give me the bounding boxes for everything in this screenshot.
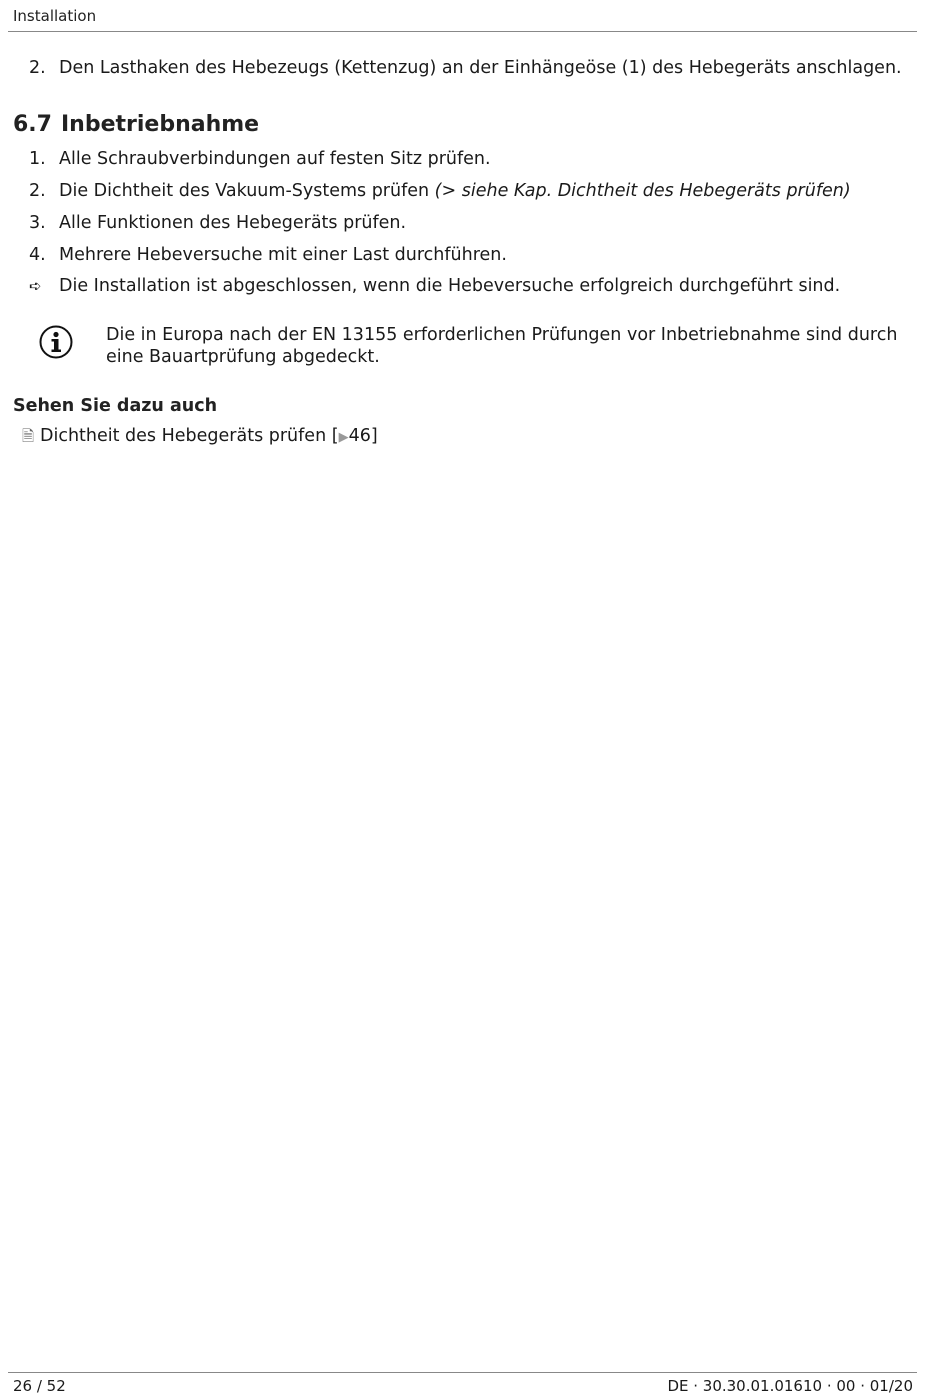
- step-text: Mehrere Hebeversuche mit einer Last durchführen.: [59, 245, 507, 265]
- document-id: DE · 30.30.01.01610 · 00 · 01/20: [667, 1377, 913, 1395]
- header-divider: [8, 31, 917, 32]
- page-number: 26 / 52: [13, 1377, 66, 1395]
- result-arrow-icon: ➪: [29, 277, 42, 295]
- result-text: Die Installation ist abgeschlossen, wenn die Hebeversuche erfolgreich durchgeführt sind.: [59, 276, 841, 296]
- cross-reference-link[interactable]: (> siehe Kap. Dichtheit des Hebegeräts prüfen): [434, 181, 851, 201]
- info-icon: [39, 325, 73, 359]
- step-number: 4.: [29, 245, 46, 265]
- footer-divider: [8, 1372, 917, 1373]
- step-number: 3.: [29, 213, 46, 233]
- link-label: Dichtheit des Hebegeräts prüfen [: [40, 426, 339, 446]
- step-number: 2.: [29, 181, 46, 201]
- see-also-heading: Sehen Sie dazu auch: [13, 396, 218, 416]
- info-note-text: Die in Europa nach der EN 13155 erforderlichen Prüfungen vor Inbetriebnahme sind durch eine Bauartprüfung abgedeckt.: [106, 325, 898, 367]
- see-also-link[interactable]: [22, 426, 378, 451]
- section-number: 6.7: [13, 112, 52, 137]
- link-page: 46]: [348, 426, 378, 446]
- step-number: 1.: [29, 149, 46, 169]
- page-arrow-icon: ▶: [338, 430, 349, 445]
- step-text: Alle Schraubverbindungen auf festen Sitz prüfen.: [59, 149, 491, 169]
- step-text: Den Lasthaken des Hebezeugs (Kettenzug) an der Einhängeöse (1) des Hebegeräts anschlagen.: [59, 58, 902, 78]
- step-text: Alle Funktionen des Hebegeräts prüfen.: [59, 213, 407, 233]
- step-text: Die Dichtheit des Vakuum-Systems prüfen: [59, 181, 435, 201]
- section-title: Inbetriebnahme: [61, 112, 260, 137]
- section-heading: [13, 112, 259, 137]
- step-number: 2.: [29, 58, 46, 78]
- document-icon: 🗎: [22, 427, 35, 445]
- running-header: Installation: [13, 7, 97, 25]
